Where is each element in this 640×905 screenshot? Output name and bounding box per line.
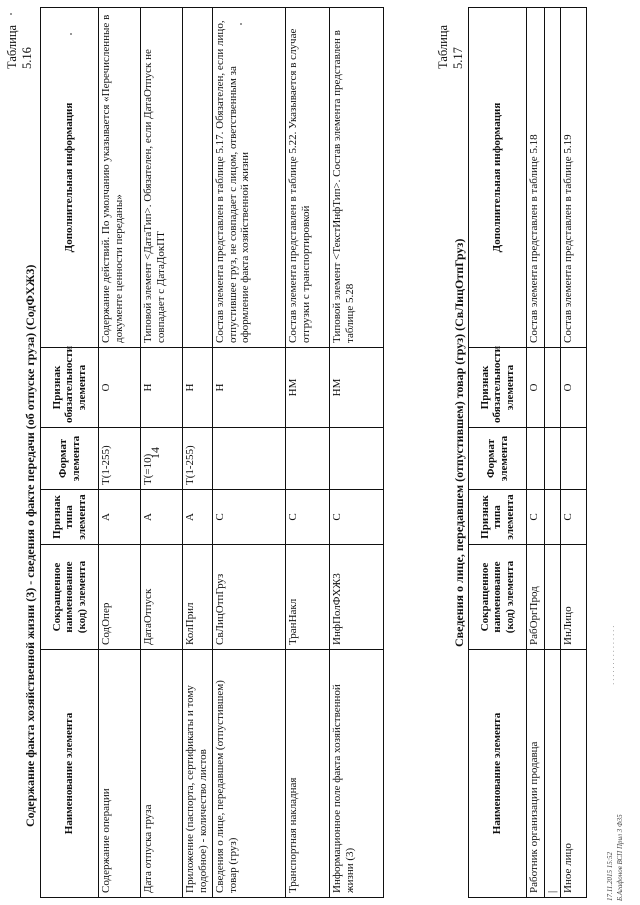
table-row [183, 8, 213, 898]
cell-extra-info: Состав элемента представлен в таблице 5.19 [560, 8, 586, 348]
header-extra-info: Дополнительная информация [469, 8, 527, 348]
cell-type-sign: С [286, 490, 330, 545]
cell-format: Т(1-255) [183, 428, 213, 490]
table-row [141, 8, 183, 898]
table-header-row [469, 8, 527, 898]
cell-short-code: КолПрил [183, 545, 213, 650]
cell-extra-info: Типовой элемент <ТекстИнфТип>. Состав элемента представлен в таблице 5.28 [330, 8, 384, 348]
table-header-row [41, 8, 99, 898]
cell-extra-info: Состав элемента представлен в таблице 5.22. Указывается в случае отгрузки с транспортировкой [286, 8, 330, 348]
cell-type-sign: А [183, 490, 213, 545]
cell-required-sign: Н [141, 348, 183, 428]
cell-short-code: РабОргПрод [527, 545, 545, 650]
cell-extra-info: Состав элемента представлен в таблице 5.17. Обязателен, если лицо, отпустившее груз, не совпадает с лицом, ответственным за оформление факта хозяйственной жизни [213, 8, 286, 348]
table-label-5-16: Таблица 5.16 [5, 24, 34, 69]
handwritten-note-line2: Б.Агафонов ВСП Прил 3 Ф35 [616, 814, 624, 901]
cell-extra-info: Содержание действий. По умолчанию указывается «Перечисленные в документе ценности переданы» [99, 8, 141, 348]
table-caption-5-17: Сведения о лице, передавшем (отпустившем) товар (груз) (СвЛицОтпГруз) [452, 238, 466, 647]
cell-element-name: Информационное поле факта хозяйственной жизни (3) [330, 650, 384, 898]
scan-speck [240, 23, 242, 25]
cell-required-sign: Н [183, 348, 213, 428]
table-row [99, 8, 141, 898]
cell-element-name: Транспортная накладная [286, 650, 330, 898]
header-required-sign: Признак обязательности элемента [41, 348, 99, 428]
cell-required-sign: О [99, 348, 141, 428]
table-caption-5-16: Содержание факта хозяйственной жизни (3) - сведения о факте передачи (об отпуске груза) (СодФХЖ3) [23, 264, 37, 827]
cell-extra-info: Состав элемента представлен в таблице 5.18 [527, 8, 545, 348]
cell-element-name: Работник организации продавца [527, 650, 545, 898]
cell-type-sign: С [527, 490, 545, 545]
handwritten-note-line1: 17.11.2015 15:52 [606, 851, 614, 901]
cell-required-sign: НМ [286, 348, 330, 428]
cell-required-sign: О [527, 348, 545, 428]
cell-short-code: СвЛицОтпГруз [213, 545, 286, 650]
cell-short-code [545, 545, 561, 650]
header-extra-info: Дополнительная информация [41, 8, 99, 348]
cell-element-name: | [545, 650, 561, 898]
cell-type-sign: А [99, 490, 141, 545]
header-format: Формат элемента [41, 428, 99, 490]
cell-format [213, 428, 286, 490]
cell-required-sign: Н [213, 348, 286, 428]
cell-extra-info: Типовой элемент <ДатаТип>. Обязателен, если ДатаОтпуск не совпадает с ДатаДокПТ [141, 8, 183, 348]
header-required-sign: Признак обязательности элемента [469, 348, 527, 428]
table-row [330, 8, 384, 898]
header-type-sign: Признак типа элемента [469, 490, 527, 545]
header-element-name: Наименование элемента [41, 650, 99, 898]
cell-extra-info [545, 8, 561, 348]
cell-format [527, 428, 545, 490]
cell-element-name: Содержание операции [99, 650, 141, 898]
cell-extra-info [183, 8, 213, 348]
cell-short-code: СодОпер [99, 545, 141, 650]
header-element-name: Наименование элемента [469, 650, 527, 898]
scan-dots: · · · · · · · · · · · · · · · [610, 625, 618, 685]
cell-short-code: ИнЛицо [560, 545, 586, 650]
cell-format [286, 428, 330, 490]
cell-format [330, 428, 384, 490]
cell-format [560, 428, 586, 490]
header-type-sign: Признак типа элемента [41, 490, 99, 545]
page-number: 14 [148, 447, 162, 459]
cell-format: Т(=10) [141, 428, 183, 490]
cell-element-name: Приложение (паспорта, сертификаты и тому подобное) - количество листов [183, 650, 213, 898]
cell-type-sign [545, 490, 561, 545]
table-row [213, 8, 286, 898]
cell-required-sign: НМ [330, 348, 384, 428]
cell-short-code: ИнфПолФХЖ3 [330, 545, 384, 650]
cell-short-code: ТранНакл [286, 545, 330, 650]
cell-type-sign: С [330, 490, 384, 545]
table-row [560, 8, 586, 898]
cell-element-name: Сведения о лице, передавшем (отпустившем) товар (груз) [213, 650, 286, 898]
cell-short-code: ДатаОтпуск [141, 545, 183, 650]
cell-type-sign: А [141, 490, 183, 545]
cell-format: Т(1-255) [99, 428, 141, 490]
table-5-16 [40, 7, 384, 898]
table-label-5-17: Таблица 5.17 [436, 24, 465, 69]
scan-speck [70, 33, 72, 35]
scan-speck [10, 13, 12, 15]
cell-required-sign [545, 348, 561, 428]
header-short-code: Сокращенное наименование (код) элемента [469, 545, 527, 650]
cell-element-name: Иное лицо [560, 650, 586, 898]
cell-required-sign: О [560, 348, 586, 428]
header-short-code: Сокращенное наименование (код) элемента [41, 545, 99, 650]
cell-type-sign: С [213, 490, 286, 545]
table-row [527, 8, 545, 898]
table-row [286, 8, 330, 898]
cell-format [545, 428, 561, 490]
cell-element-name: Дата отпуска груза [141, 650, 183, 898]
table-5-17 [468, 7, 587, 898]
table-row [545, 8, 561, 898]
header-format: Формат элемента [469, 428, 527, 490]
cell-type-sign: С [560, 490, 586, 545]
